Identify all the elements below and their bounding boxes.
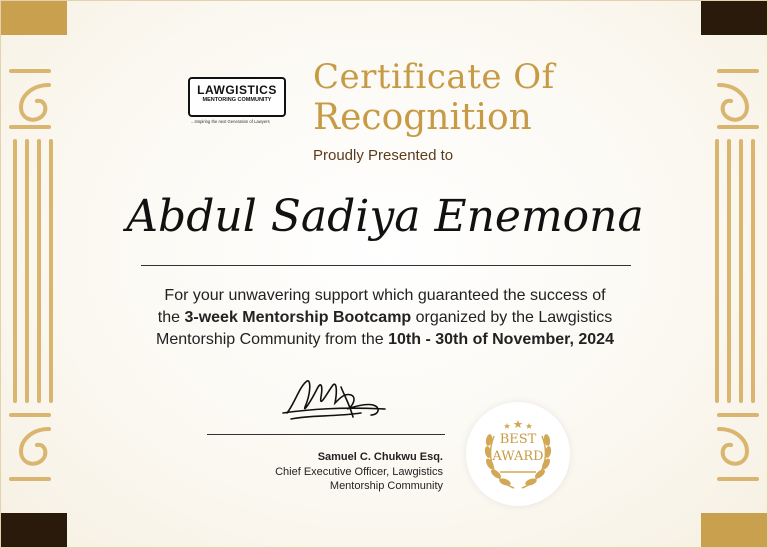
left-column-ornament [1,1,71,548]
body-line1: For your unwavering support which guaranteed the success of [164,287,606,304]
signer-title [243,465,443,493]
signer-name: Samuel C. Chukwu Esq. [317,451,443,463]
certificate-title-line1: Certificate Of [313,57,555,97]
body-line2-post: organized by the Lawgistics [411,309,613,326]
right-column-ornament [697,1,767,548]
body-line2-pre: the [157,309,185,326]
logo-tagline: ...Inspiring the next Generation of Lawyers [191,119,270,124]
logo-name: LAWGISTICS [197,83,277,97]
lawgistics-logo [188,77,286,117]
presented-to-label: Proudly Presented to [313,147,454,164]
recipient-name: Abdul Sadiya Enemona [126,191,644,242]
certificate-body [111,285,659,351]
bootcamp-name: 3-week Mentorship Bootcamp [184,309,412,326]
name-underline [141,265,631,266]
event-dates: 10th - 30th of November, 2024 [388,331,614,348]
best-award-badge [466,402,570,506]
certificate-title-line2: Recognition [313,97,532,138]
badge-best-label: BEST [499,432,537,447]
signature-line [207,434,445,435]
body-line3-pre: Mentorship Community from the [156,331,389,348]
signer-title-line1: Chief Executive Officer, Lawgistics [275,466,443,478]
badge-award-label: AWARD [492,449,544,464]
signature [281,373,391,429]
signer-title-line2: Mentorship Community [329,480,443,492]
logo-subtitle: MENTORING COMMUNITY [202,97,272,103]
